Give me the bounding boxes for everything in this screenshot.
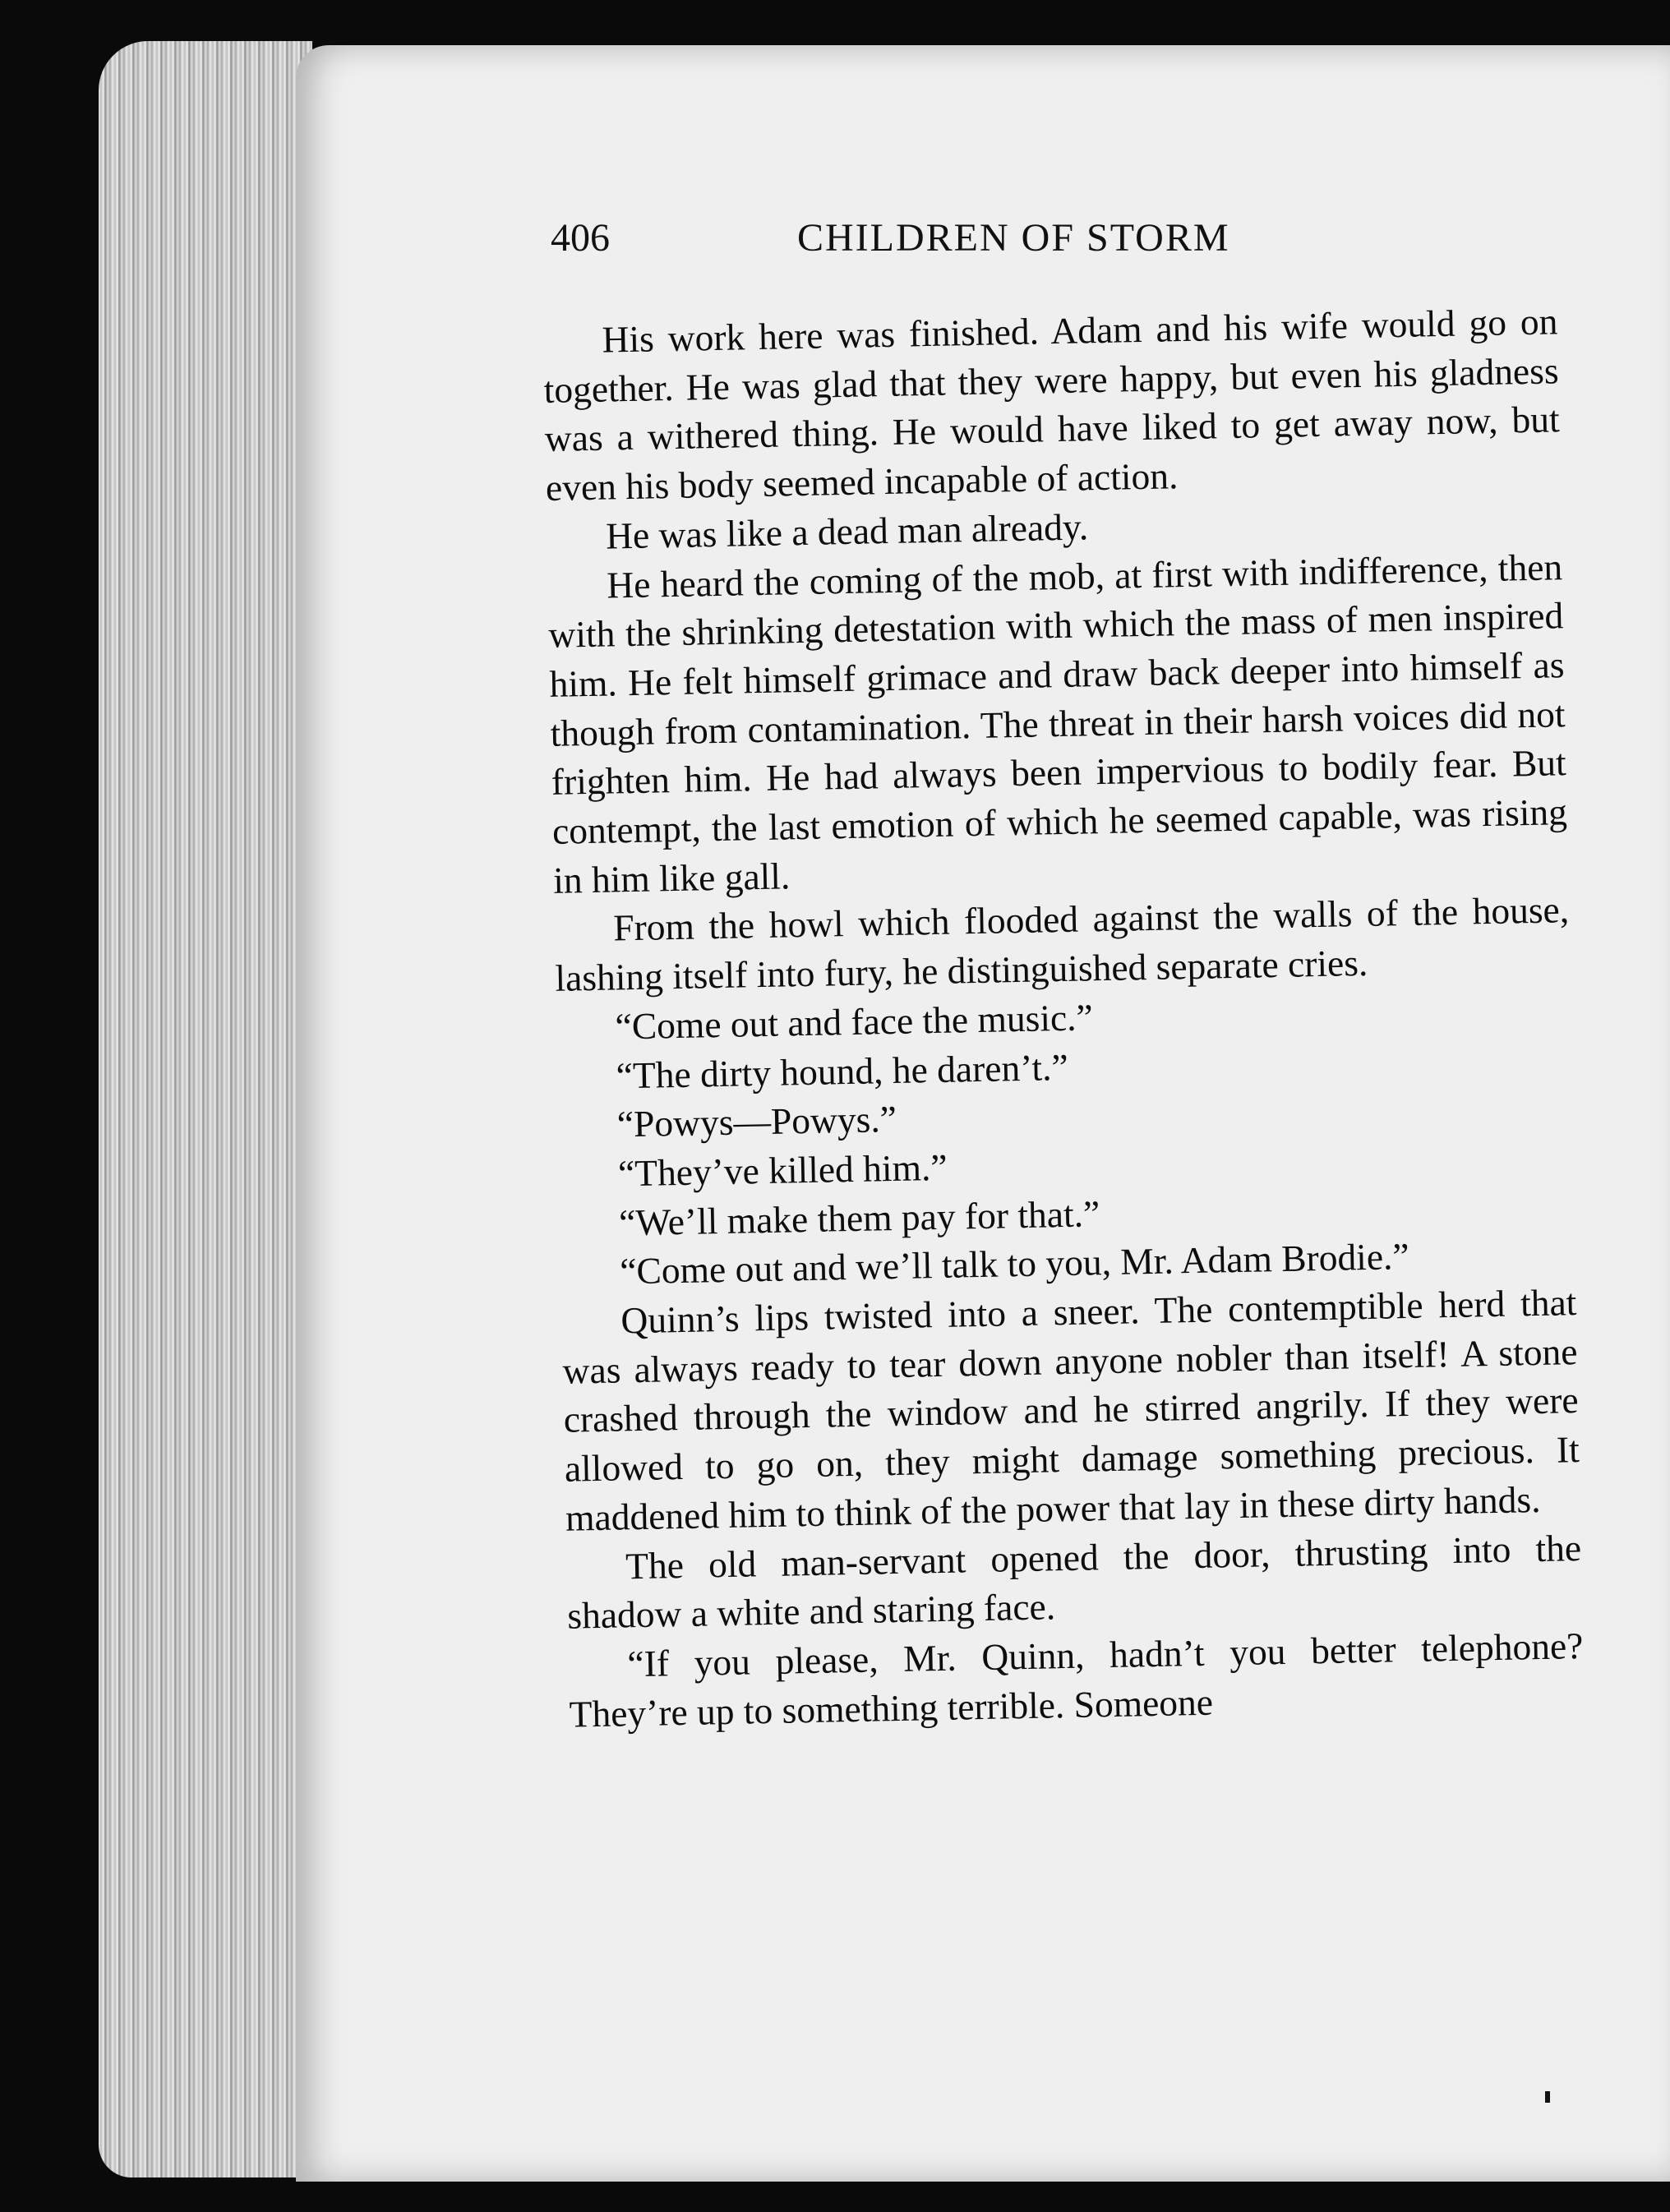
paragraph: “The dirty hound, he daren’t.” (616, 1045, 1069, 1096)
paragraph: “Come out and face the music.” (615, 996, 1094, 1048)
paragraph: Quinn’s lips twisted into a sneer. The contemptible herd that was always ready to tear down anyone nobler than itself! A stone crashed through the window and he stirred angrily. If they were allowed to go on, they might damage something precious. It maddened him to think of the power that lay in these dirty hands. (562, 1281, 1580, 1539)
running-title: CHILDREN OF STORM (797, 216, 1230, 260)
paragraph: “They’ve killed him.” (617, 1145, 948, 1195)
paragraph: “Come out and we’ll talk to you, Mr. Adam Brodie.” (619, 1235, 1410, 1293)
paragraph: He heard the coming of the mob, at first with indifference, then with the shrinking detestation with which the mass of men inspired him. He felt himself grimace and draw back deeper into himself as though from contamination. The threat in their harsh voices did not frighten him. He had always been impervious to bodily fear. But contempt, the last emotion of which he seemed capable, was rising in him like gall. (547, 545, 1568, 901)
paragraph: His work here was finished. Adam and his wife would go on together. He was glad that they were happy, but even his gladness was a withered thing. He would have liked to get away now, but even his body seemed incapable of action. (543, 300, 1561, 509)
paragraph: From the howl which flooded against the walls of the house, lashing itself into fury, he distinguished separate cries. (554, 888, 1570, 999)
paragraph: He was like a dead man already. (605, 505, 1089, 557)
page-header (551, 215, 1553, 289)
paragraph: “If you please, Mr. Quinn, hadn’t you better telephone? They’re up to something terrible. Someone (569, 1624, 1584, 1735)
page-edge (99, 41, 312, 2177)
body-text (542, 297, 1585, 1739)
paragraph: “Powys—Powys.” (616, 1098, 897, 1145)
ink-speck (1545, 2091, 1550, 2103)
paragraph: “We’ll make them pay for that.” (618, 1191, 1100, 1244)
paragraph: The old man-servant opened the door, thrusting into the shadow a white and staring face. (566, 1526, 1582, 1637)
page-number: 406 (551, 216, 610, 260)
